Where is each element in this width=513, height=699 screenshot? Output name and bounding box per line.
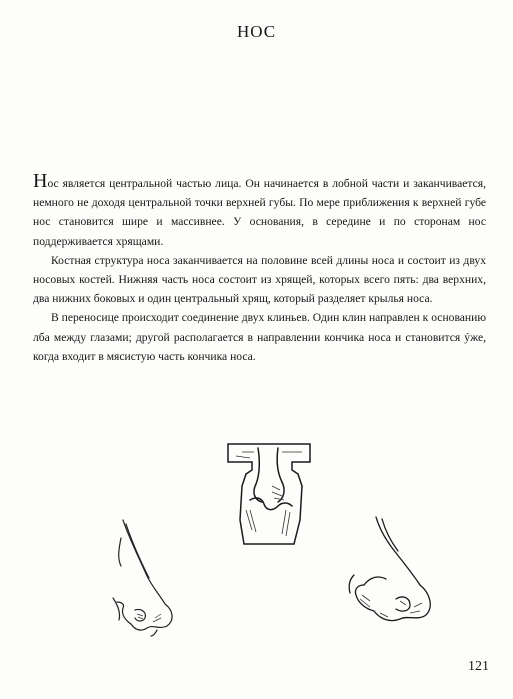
paragraph-2: Костная структура носа заканчивается на половине всей длины носа и состоит из двух носовых костей. Нижняя часть носа состоит из хрящей, которых всего пять: два верхних, два нижних боковых и один центральный хрящ, который разделяет крылья носа. (33, 253, 486, 306)
page-title: НОС (236, 22, 277, 41)
paragraph-3: В переносице происходит соединение двух клиньев. Один клин направлен к основанию лба между глазами; другой располагается в направлении кончика носа и становится ýже, когда входит в мясистую часть кончика носа. (33, 311, 486, 363)
paragraph-1-text: ос является центральной частью лица. Он начинается в лобной части и заканчивается, немного не доходя центральной точки верхней губы. По мере приближения к верхней губе нос становится шире и массивнее. У основания, в середине и по сторонам нос поддерживается хрящами. (33, 177, 486, 248)
page-number: 121 (468, 659, 489, 674)
paragraph-1 (33, 170, 486, 251)
nose-side-view-sketch (95, 518, 195, 638)
body-text (33, 170, 486, 366)
nose-three-quarter-sketch (340, 515, 450, 630)
nose-front-view-sketch (222, 440, 317, 548)
drop-cap: Н (33, 170, 48, 192)
